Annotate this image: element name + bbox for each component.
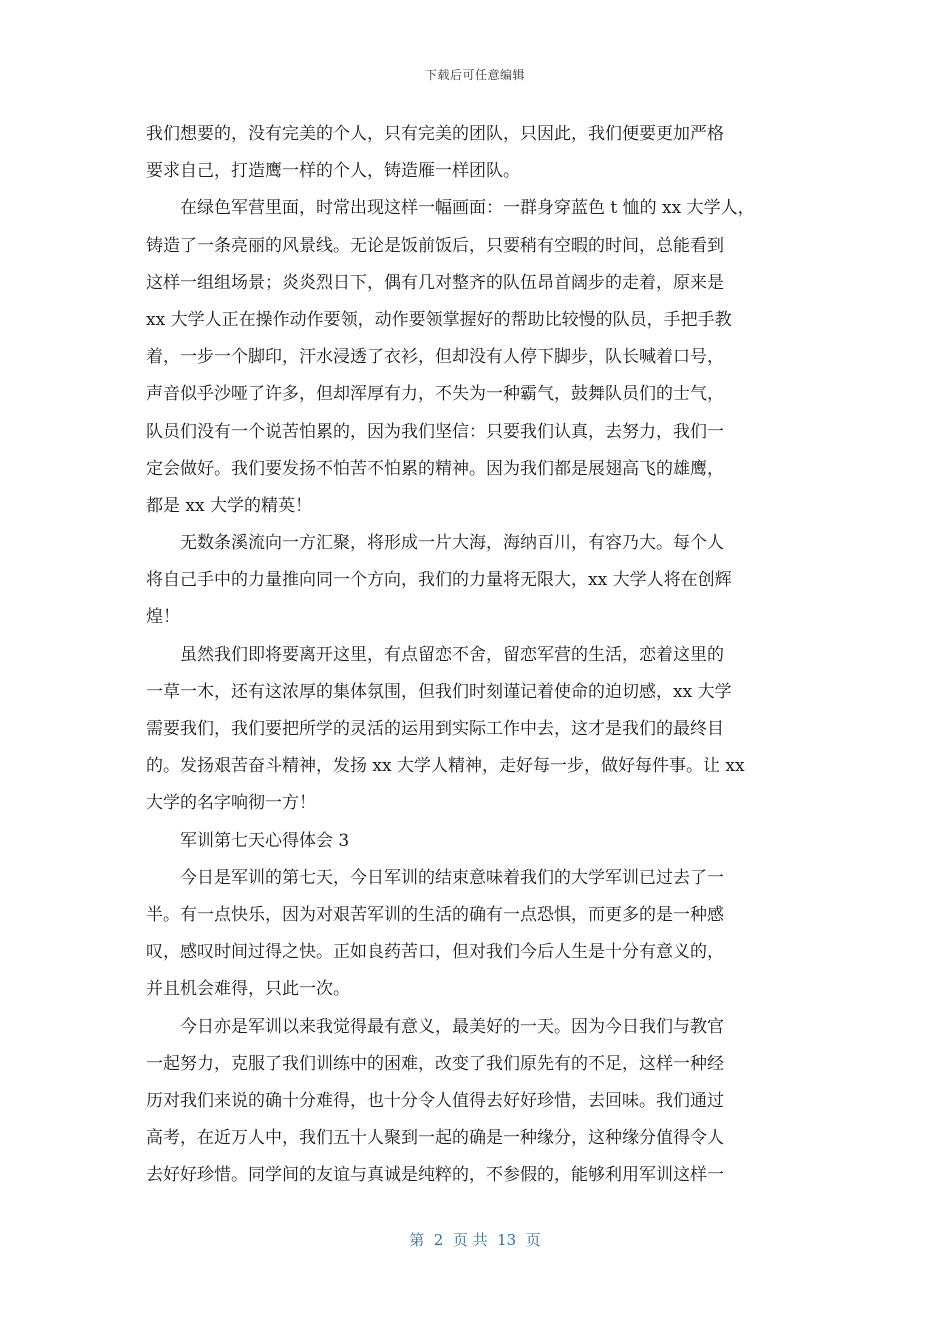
text-line: 着，一步一个脚印，汗水浸透了衣衫，但却没有人停下脚步，队长喊着口号，: [146, 347, 724, 368]
text-line: 声音似乎沙哑了许多，但却浑厚有力，不失为一种霸气，鼓舞队员们的士气，: [146, 384, 724, 405]
text-line: 煌！: [146, 607, 180, 628]
text-line: xx 大学人正在操作动作要领，动作要领掌握好的帮助比较慢的队员，手把手教: [146, 309, 732, 330]
text-line: 大学的名字响彻一方！: [146, 793, 316, 814]
text-line: 要求自己，打造鹰一样的个人，铸造雁一样团队。: [146, 161, 520, 182]
text-line: 无数条溪流向一方汇聚，将形成一片大海，海纳百川，有容乃大。每个人: [146, 533, 724, 554]
text-line: 铸造了一条亮丽的风景线。无论是饭前饭后，只要稍有空暇的时间，总能看到: [146, 235, 724, 256]
text-line: 一起努力，克服了我们训练中的困难，改变了我们原先有的不足，这样一种经: [146, 1053, 724, 1074]
text-line: 一草一木，还有这浓厚的集体氛围，但我们时刻谨记着使命的迫切感，xx 大学: [146, 681, 732, 702]
text-line: 的。发扬艰苦奋斗精神，发扬 xx 大学人精神，走好每一步，做好每件事。让 xx: [146, 756, 745, 777]
text-line: 今日亦是军训以来我觉得最有意义，最美好的一天。因为今日我们与教官: [146, 1016, 724, 1037]
text-line: 去好好珍惜。同学间的友谊与真诚是纯粹的，不参假的，能够利用军训这样一: [146, 1165, 724, 1186]
text-line: 高考，在近万人中，我们五十人聚到一起的确是一种缘分，这种缘分值得令人: [146, 1128, 724, 1149]
text-line: 虽然我们即将要离开这里，有点留恋不舍，留恋军营的生活，恋着这里的: [146, 644, 724, 665]
page-header: 下载后可任意编辑: [424, 68, 525, 82]
text-line: 这样一组组场景；炎炎烈日下，偶有几对整齐的队伍昂首阔步的走着，原来是: [146, 272, 724, 293]
text-line: 历对我们来说的确十分难得，也十分令人值得去好好珍惜，去回味。我们通过: [146, 1090, 724, 1111]
text-line: 需要我们，我们要把所学的灵活的运用到实际工作中去，这才是我们的最终目: [146, 719, 724, 739]
text-line: 在绿色军营里面，时常出现这样一幅画面：一群身穿蓝色 t 恤的 xx 大学人，: [146, 198, 755, 219]
text-line: 半。有一点快乐，因为对艰苦军训的生活的确有一点恐惧，而更多的是一种感: [146, 904, 724, 925]
text-line: 并且机会难得，只此一次。: [146, 979, 350, 1000]
text-line: 将自己手中的力量推向同一个方向，我们的力量将无限大，xx 大学人将在创辉: [146, 570, 732, 591]
text-line: 定会做好。我们要发扬不怕苦不怕累的精神。因为我们都是展翅高飞的雄鹰，: [146, 458, 724, 479]
text-line: 叹，感叹时间过得之快。正如良药苦口，但对我们今后人生是十分有意义的，: [146, 942, 724, 963]
section-heading: 军训第七天心得体会 3: [146, 830, 350, 851]
text-line: 我们想要的，没有完美的个人，只有完美的团队，只因此，我们便要更加严格: [146, 124, 724, 144]
page-number-footer: 第 2 页 共 13 页: [409, 1231, 541, 1249]
text-line: 今日是军训的第七天，今日军训的结束意味着我们的大学军训已过去了一: [146, 867, 724, 888]
text-line: 队员们没有一个说苦怕累的，因为我们坚信：只要我们认真，去努力，我们一: [146, 421, 724, 442]
text-line: 都是 xx 大学的精英！: [146, 495, 312, 516]
document-body: [146, 116, 808, 1194]
